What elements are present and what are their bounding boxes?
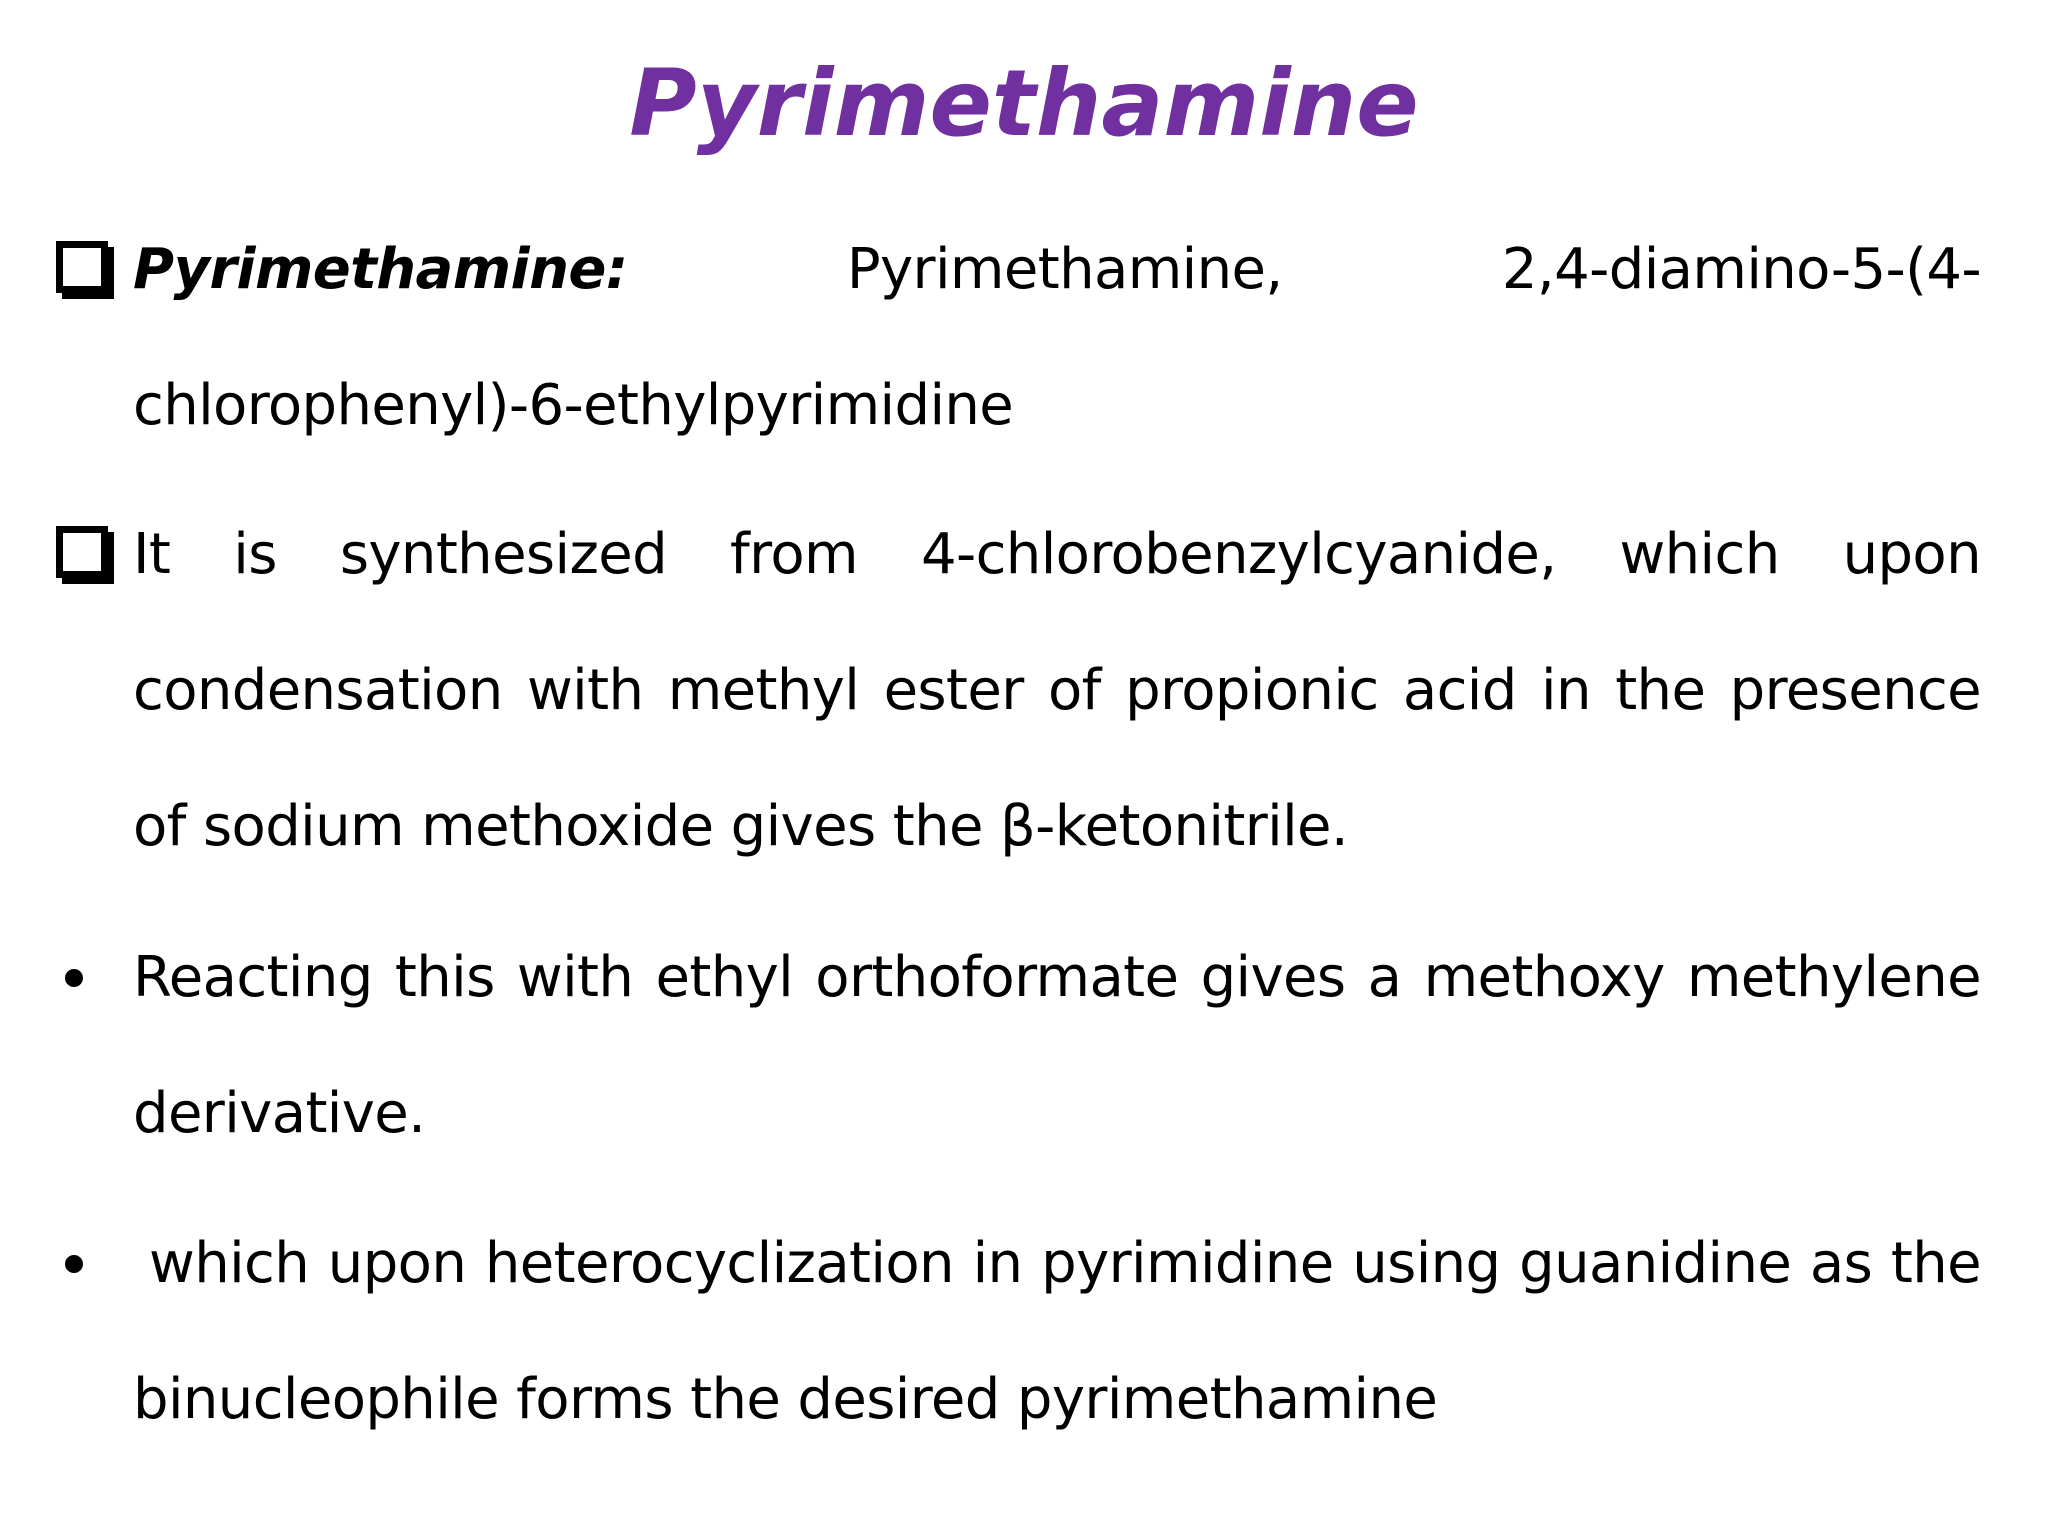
bullet-dot-icon <box>54 910 94 1046</box>
heterocyclization-text: which upon heterocyclization in pyrimidine using guanidine as the binucleophile forms the desired pyrimethamine <box>133 1231 1981 1432</box>
bullet-text <box>133 1196 1981 1468</box>
square-box-icon <box>56 487 126 623</box>
bullet-text <box>133 202 1981 474</box>
definition-text: Pyrimethamine, 2,4-diamino-5-(4-chlorophenyl)-6-ethylpyrimidine <box>133 237 1981 438</box>
slide-title: Pyrimethamine <box>629 50 1419 157</box>
square-box-icon <box>56 202 126 338</box>
bullet-text: It is synthesized from 4-chlorobenzylcyanide, which upon condensation with methyl ester of propionic acid in the presence of sodium methoxide gives the β-ketonitrile. <box>133 522 1981 859</box>
lead-term: Pyrimethamine: <box>133 237 628 302</box>
bullet-dot-icon <box>54 1196 94 1332</box>
bullet-text: Reacting this with ethyl orthoformate gives a methoxy methylene derivative. <box>133 945 1981 1146</box>
